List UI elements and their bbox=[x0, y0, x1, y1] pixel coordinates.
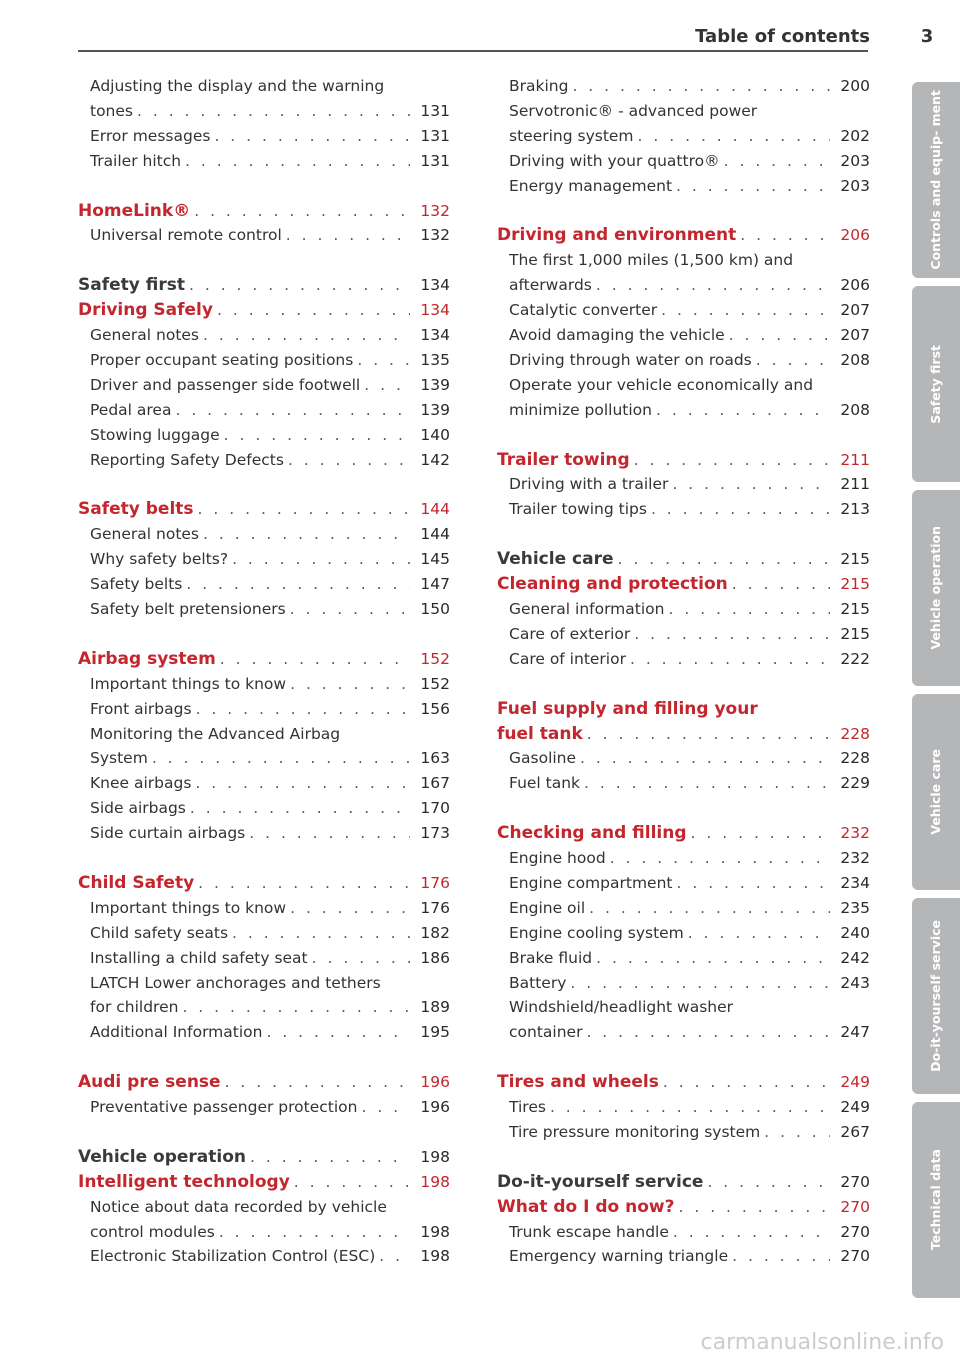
dot-leader bbox=[634, 124, 830, 149]
toc-entry-title: Catalytic converter bbox=[509, 301, 658, 320]
chapter-trailer-towing[interactable]: Trailer towing . . . 211 bbox=[497, 448, 870, 473]
toc-entry[interactable] bbox=[509, 348, 870, 373]
toc-entry-page: 203 bbox=[840, 176, 870, 195]
toc-entry-title: Engine cooling system bbox=[509, 923, 684, 942]
toc-entry[interactable] bbox=[90, 423, 450, 448]
toc-group-what-do bbox=[497, 1220, 870, 1270]
chapter-vehicle-care[interactable]: Vehicle care . . . 215 bbox=[497, 547, 870, 572]
toc-entry-title: Child safety seats bbox=[90, 923, 229, 942]
toc-group-child-safety bbox=[78, 896, 450, 1045]
dot-leader bbox=[186, 796, 410, 821]
toc-entry[interactable] bbox=[90, 1095, 450, 1120]
toc-entry-page: 235 bbox=[840, 898, 870, 917]
toc-entry-title: control modules bbox=[90, 1222, 215, 1241]
toc-entry-title: Care of interior bbox=[509, 649, 626, 668]
toc-entry[interactable] bbox=[90, 572, 450, 597]
dot-leader bbox=[684, 921, 830, 946]
toc-entry[interactable] bbox=[509, 149, 870, 174]
toc-entry[interactable] bbox=[90, 771, 450, 796]
toc-entry[interactable] bbox=[90, 672, 450, 697]
toc-entry[interactable] bbox=[509, 472, 870, 497]
toc-entry-page: 196 bbox=[420, 1098, 450, 1117]
dot-leader bbox=[566, 971, 830, 996]
toc-entry-page: 232 bbox=[840, 849, 870, 868]
toc-entry-page: 150 bbox=[420, 599, 450, 618]
dot-leader bbox=[353, 348, 410, 373]
toc-entry-page: 270 bbox=[840, 1247, 870, 1266]
toc-group-trailer bbox=[497, 472, 870, 522]
toc-entry-page: 132 bbox=[420, 226, 450, 245]
toc-entry-page: 243 bbox=[840, 973, 870, 992]
toc-entry-title: Preventative passenger protection bbox=[90, 1098, 358, 1117]
dot-leader bbox=[228, 547, 410, 572]
toc-entry-title: Driving through water on roads bbox=[509, 350, 752, 369]
toc-entry-title: Care of exterior bbox=[509, 624, 631, 643]
dot-leader bbox=[133, 99, 410, 124]
toc-entry[interactable] bbox=[90, 697, 450, 722]
toc-entry-page: 208 bbox=[840, 350, 870, 369]
toc-entry[interactable] bbox=[509, 597, 870, 622]
dot-leader bbox=[286, 896, 410, 921]
toc-entry[interactable] bbox=[90, 323, 450, 348]
toc-entry[interactable] bbox=[509, 124, 870, 149]
toc-entry-title: Safety belt pretensioners bbox=[90, 599, 286, 618]
toc-entry-title: Tires bbox=[509, 1098, 546, 1117]
toc-entry-page: 207 bbox=[840, 326, 870, 345]
toc-entry-page: 147 bbox=[420, 575, 450, 594]
dot-leader bbox=[181, 149, 410, 174]
chapter-do-it-yourself[interactable]: Do-it-yourself service . . . 270 bbox=[497, 1170, 870, 1195]
toc-entry[interactable] bbox=[90, 746, 450, 771]
toc-entry-title: Reporting Safety Defects bbox=[90, 450, 284, 469]
toc-entry-page: 163 bbox=[420, 749, 450, 768]
toc-group-driving-env bbox=[497, 248, 870, 422]
dot-leader bbox=[199, 323, 410, 348]
dot-leader bbox=[228, 921, 410, 946]
chapter-what-do-i-do[interactable]: What do I do now? . . . 270 bbox=[497, 1195, 870, 1220]
toc-entry-page: 270 bbox=[840, 1222, 870, 1241]
chapter-driving-safely[interactable]: Driving Safely . . . 134 bbox=[78, 298, 450, 323]
dot-leader bbox=[592, 273, 830, 298]
dot-leader bbox=[647, 497, 830, 522]
toc-entry[interactable] bbox=[90, 124, 450, 149]
dot-leader bbox=[752, 348, 830, 373]
toc-entry[interactable] bbox=[509, 1095, 870, 1120]
toc-entry-title: Front airbags bbox=[90, 699, 192, 718]
toc-entry-page: 228 bbox=[840, 749, 870, 768]
toc-entry-title: afterwards bbox=[509, 276, 592, 295]
toc-entry-title: Brake fluid bbox=[509, 948, 593, 967]
chapter-cleaning-protection[interactable]: Cleaning and protection . . . 215 bbox=[497, 572, 870, 597]
dot-leader bbox=[585, 896, 830, 921]
toc-entry[interactable] bbox=[509, 896, 870, 921]
toc-entry[interactable] bbox=[90, 1220, 450, 1245]
dot-leader bbox=[210, 124, 410, 149]
dot-leader bbox=[626, 647, 830, 672]
chapter-fuel-line1: Fuel supply and filling your bbox=[497, 698, 758, 719]
dot-leader bbox=[668, 472, 830, 497]
toc-entry-page: 234 bbox=[840, 873, 870, 892]
toc-entry-page: 213 bbox=[840, 500, 870, 519]
toc-entry[interactable] bbox=[90, 522, 450, 547]
chapter-vehicle-operation[interactable]: Vehicle operation . . . 198 bbox=[78, 1145, 450, 1170]
chapter-checking-filling[interactable]: Checking and filling . . . 232 bbox=[497, 821, 870, 846]
toc-entry[interactable] bbox=[90, 448, 450, 473]
toc-entry-page: 247 bbox=[840, 1023, 870, 1042]
tab-vehicle-care[interactable]: Vehicle care bbox=[912, 694, 960, 890]
toc-entry-page: 189 bbox=[420, 998, 450, 1017]
toc-entry-title: Engine oil bbox=[509, 898, 586, 917]
toc-group-safety-belts bbox=[78, 522, 450, 622]
toc-entry-page: 140 bbox=[420, 425, 450, 444]
dot-leader bbox=[178, 995, 410, 1020]
toc-entry[interactable] bbox=[509, 1020, 870, 1045]
toc-entry-page: 203 bbox=[840, 151, 870, 170]
toc-entry-page: 249 bbox=[840, 1098, 870, 1117]
toc-entry[interactable] bbox=[509, 946, 870, 971]
toc-group-intelligent bbox=[78, 1195, 450, 1270]
dot-leader bbox=[664, 597, 830, 622]
dot-leader bbox=[580, 771, 830, 796]
toc-entry-title: Braking bbox=[509, 77, 569, 95]
toc-entry-title: Gasoline bbox=[509, 749, 577, 768]
toc-entry[interactable] bbox=[90, 995, 450, 1020]
dot-leader bbox=[215, 1220, 410, 1245]
toc-entry[interactable] bbox=[90, 348, 450, 373]
toc-entry[interactable] bbox=[90, 896, 450, 921]
dot-leader bbox=[592, 946, 830, 971]
toc-entry-page: 131 bbox=[420, 126, 450, 145]
toc-entry[interactable] bbox=[509, 1244, 870, 1269]
toc-entry-title: Additional Information bbox=[90, 1023, 263, 1042]
dot-leader bbox=[725, 323, 830, 348]
toc-entry[interactable] bbox=[90, 597, 450, 622]
toc-entry[interactable] bbox=[509, 1220, 870, 1245]
chapter-safety-first[interactable]: Safety first . . . 134 bbox=[78, 273, 450, 298]
toc-entry-page: 139 bbox=[420, 375, 450, 394]
dot-leader bbox=[308, 946, 410, 971]
toc-entry-page: 242 bbox=[840, 948, 870, 967]
toc-entry[interactable] bbox=[509, 622, 870, 647]
toc-entry-title: Emergency warning triangle bbox=[509, 1247, 729, 1266]
toc-entry-page: 198 bbox=[420, 1247, 450, 1266]
toc-entry[interactable] bbox=[509, 746, 870, 771]
toc-group-homelink bbox=[78, 223, 450, 248]
toc-entry-title: Engine compartment bbox=[509, 873, 673, 892]
toc-group-airbag bbox=[78, 672, 450, 846]
chapter-child-safety[interactable]: Child Safety . . . 176 bbox=[78, 871, 450, 896]
toc-group-driving-safely bbox=[78, 323, 450, 472]
toc-entry-line1: Windshield/headlight washer bbox=[509, 998, 734, 1017]
dot-leader bbox=[630, 622, 830, 647]
dot-leader bbox=[357, 1095, 410, 1120]
toc-entry[interactable] bbox=[90, 946, 450, 971]
toc-entry[interactable] bbox=[509, 273, 870, 298]
tab-technical-data[interactable]: Technical data bbox=[912, 1102, 960, 1298]
toc-entry-page: 176 bbox=[420, 898, 450, 917]
toc-entry-title: Driving with your quattro® bbox=[509, 151, 720, 170]
toc-entry-title: Pedal area bbox=[90, 400, 172, 419]
toc-entry[interactable] bbox=[509, 871, 870, 896]
dot-leader bbox=[220, 423, 410, 448]
toc-entry-page: 208 bbox=[840, 400, 870, 419]
toc-entry-title: Electronic Stabilization Control (ESC) bbox=[90, 1247, 376, 1266]
toc-entry-page: 167 bbox=[420, 774, 450, 793]
toc-entry[interactable] bbox=[90, 921, 450, 946]
chapter-homelink[interactable]: HomeLink® . . . 132 bbox=[78, 199, 450, 224]
toc-group-checking bbox=[497, 846, 870, 1045]
dot-leader bbox=[148, 746, 410, 771]
toc-entry-title: Why safety belts? bbox=[90, 550, 229, 569]
toc-entry-page: 142 bbox=[420, 450, 450, 469]
page-title: Table of contents bbox=[695, 26, 870, 47]
toc-entry[interactable] bbox=[509, 1120, 870, 1145]
toc-entry[interactable] bbox=[509, 323, 870, 348]
dot-leader bbox=[652, 398, 830, 423]
toc-entry-page: 206 bbox=[840, 276, 870, 295]
dot-leader bbox=[245, 821, 410, 846]
dot-leader bbox=[576, 746, 830, 771]
tab-controls-equipment[interactable]: Controls and equip- ment bbox=[912, 82, 960, 278]
toc-entry[interactable] bbox=[90, 149, 450, 174]
toc-entry[interactable] bbox=[90, 547, 450, 572]
toc-entry-title: steering system bbox=[509, 126, 634, 145]
toc-entry-page: 152 bbox=[420, 674, 450, 693]
tab-vehicle-operation[interactable]: Vehicle operation bbox=[912, 490, 960, 686]
dot-leader bbox=[192, 697, 410, 722]
toc-entry-title: Energy management bbox=[509, 176, 673, 195]
toc-entry-page: 240 bbox=[840, 923, 870, 942]
toc-group-fuel bbox=[497, 746, 870, 796]
dot-leader bbox=[286, 672, 410, 697]
toc-entry[interactable] bbox=[90, 223, 450, 248]
toc-entry-title: Fuel tank bbox=[509, 774, 581, 793]
toc-entry-line1: Notice about data recorded by vehicle bbox=[90, 1197, 387, 1216]
chapter-tires-wheels[interactable]: Tires and wheels . . . 249 bbox=[497, 1070, 870, 1095]
dot-leader bbox=[657, 298, 830, 323]
dot-leader bbox=[582, 1020, 830, 1045]
toc-entry[interactable] bbox=[90, 398, 450, 423]
toc-entry-title: Knee airbags bbox=[90, 774, 192, 793]
chapter-safety-belts[interactable]: Safety belts . . . 144 bbox=[78, 497, 450, 522]
tab-safety-first[interactable]: Safety first bbox=[912, 286, 960, 482]
toc-entry-title: General notes bbox=[90, 525, 200, 544]
toc-entry-page: 198 bbox=[420, 1222, 450, 1241]
chapter-airbag-system[interactable]: Airbag system . . . 152 bbox=[78, 647, 450, 672]
dot-leader bbox=[760, 1120, 830, 1145]
toc-entry-page: 195 bbox=[420, 1023, 450, 1042]
toc-entry-title: Avoid damaging the vehicle bbox=[509, 326, 725, 345]
toc-entry-page: 202 bbox=[840, 126, 870, 145]
toc-entry-line1: Monitoring the Advanced Airbag bbox=[90, 724, 341, 743]
toc-entry-title: for children bbox=[90, 998, 179, 1017]
toc-entry-page: 211 bbox=[840, 475, 870, 494]
toc-entry-page: 145 bbox=[420, 550, 450, 569]
toc-entry-title: Important things to know bbox=[90, 674, 287, 693]
toc-entry-page: 131 bbox=[420, 101, 450, 120]
toc-entry-title: Battery bbox=[509, 973, 567, 992]
header-rule bbox=[78, 50, 868, 52]
toc-entry[interactable] bbox=[509, 74, 870, 99]
toc-group-first-right bbox=[497, 74, 870, 199]
dot-leader bbox=[284, 448, 410, 473]
watermark: carmanualsonline.info bbox=[700, 1330, 944, 1355]
toc-entry-page: 135 bbox=[420, 350, 450, 369]
toc-entry[interactable] bbox=[509, 771, 870, 796]
toc-entry-line1: Operate your vehicle economically and bbox=[509, 375, 814, 394]
toc-entry-title: minimize pollution bbox=[509, 400, 652, 419]
toc-entry-line1: LATCH Lower anchorages and tethers bbox=[90, 973, 381, 992]
dot-leader bbox=[672, 871, 830, 896]
toc-entry-line1: The first 1,000 miles (1,500 km) and bbox=[509, 251, 794, 270]
toc-entry-page: 134 bbox=[420, 326, 450, 345]
dot-leader bbox=[546, 1095, 830, 1120]
toc-entry[interactable] bbox=[90, 796, 450, 821]
toc-entry-title: container bbox=[509, 1023, 583, 1042]
toc-group-first-left bbox=[78, 74, 450, 174]
toc-entry-title: System bbox=[90, 749, 148, 768]
toc-entry-title: Tire pressure monitoring system bbox=[509, 1122, 761, 1141]
dot-leader bbox=[171, 398, 410, 423]
page-number: 3 bbox=[920, 26, 934, 47]
toc-entry[interactable] bbox=[509, 174, 870, 199]
chapter-driving-environment[interactable]: Driving and environment . . . 206 bbox=[497, 223, 870, 248]
toc-entry-title: Driver and passenger side footwell bbox=[90, 375, 361, 394]
toc-entry-page: 215 bbox=[840, 599, 870, 618]
toc-entry[interactable] bbox=[509, 398, 870, 423]
toc-entry-title: Safety belts bbox=[90, 575, 183, 594]
toc-entry-title: Trailer hitch bbox=[90, 151, 182, 170]
toc-entry-title: Universal remote control bbox=[90, 226, 282, 245]
dot-leader bbox=[262, 1020, 410, 1045]
toc-entry-title: Side airbags bbox=[90, 799, 186, 818]
toc-entry-page: 170 bbox=[420, 799, 450, 818]
toc-entry-title: Trunk escape handle bbox=[509, 1222, 669, 1241]
dot-leader bbox=[199, 522, 410, 547]
toc-entry[interactable] bbox=[90, 1020, 450, 1045]
toc-entry-title: Engine hood bbox=[509, 849, 606, 868]
toc-entry-title: Trailer towing tips bbox=[509, 500, 647, 519]
toc-entry-page: 200 bbox=[840, 77, 870, 95]
toc-entry[interactable] bbox=[509, 647, 870, 672]
toc-entry-title: tones bbox=[90, 101, 133, 120]
dot-leader bbox=[360, 373, 410, 398]
toc-entry-page: 215 bbox=[840, 624, 870, 643]
toc-entry[interactable] bbox=[509, 497, 870, 522]
toc-entry[interactable] bbox=[90, 99, 450, 124]
toc-entry-page: 267 bbox=[840, 1122, 870, 1141]
dot-leader bbox=[720, 149, 830, 174]
toc-entry-page: 222 bbox=[840, 649, 870, 668]
dot-leader bbox=[282, 223, 410, 248]
toc-entry-page: 182 bbox=[420, 923, 450, 942]
toc-entry-page: 131 bbox=[420, 151, 450, 170]
dot-leader bbox=[375, 1244, 410, 1269]
toc-group-cleaning bbox=[497, 597, 870, 672]
toc-right-column bbox=[497, 74, 870, 1269]
toc-entry-page: 173 bbox=[420, 824, 450, 843]
toc-entry[interactable] bbox=[90, 373, 450, 398]
dot-leader bbox=[606, 846, 830, 871]
tab-do-it-yourself[interactable]: Do-it-yourself service bbox=[912, 898, 960, 1094]
toc-entry[interactable] bbox=[90, 821, 450, 846]
dot-leader bbox=[286, 597, 410, 622]
chapter-intelligent-technology[interactable]: Intelligent technology . . . 198 bbox=[78, 1170, 450, 1195]
toc-entry-line1: Servotronic® - advanced power bbox=[509, 101, 758, 120]
toc-group-tires bbox=[497, 1095, 870, 1145]
toc-left-column bbox=[78, 74, 450, 1269]
toc-entry[interactable] bbox=[90, 1244, 450, 1269]
toc-entry[interactable] bbox=[509, 298, 870, 323]
dot-leader bbox=[182, 572, 410, 597]
dot-leader bbox=[568, 74, 830, 99]
dot-leader bbox=[669, 1220, 830, 1245]
toc-entry-title: Important things to know bbox=[90, 898, 287, 917]
toc-group-pre-sense bbox=[78, 1095, 450, 1120]
toc-entry-title: Error messages bbox=[90, 126, 211, 145]
toc-entry[interactable] bbox=[509, 971, 870, 996]
toc-entry-page: 229 bbox=[840, 774, 870, 793]
toc-entry-title: General notes bbox=[90, 326, 200, 345]
toc-entry[interactable] bbox=[509, 846, 870, 871]
chapter-fuel-supply[interactable]: fuel tank . . . 228 bbox=[497, 722, 870, 747]
toc-entry-title: General information bbox=[509, 599, 665, 618]
toc-entry-title: Stowing luggage bbox=[90, 425, 220, 444]
toc-entry-page: 186 bbox=[420, 948, 450, 967]
toc-entry-title: Driving with a trailer bbox=[509, 475, 669, 494]
toc-entry-title: Installing a child safety seat bbox=[90, 948, 308, 967]
toc-entry-page: 144 bbox=[420, 525, 450, 544]
chapter-audi-pre-sense[interactable]: Audi pre sense . . . 196 bbox=[78, 1070, 450, 1095]
toc-entry-title: Proper occupant seating positions bbox=[90, 350, 354, 369]
toc-entry-page: 207 bbox=[840, 301, 870, 320]
toc-entry-page: 139 bbox=[420, 400, 450, 419]
toc-entry-line1: Adjusting the display and the warning bbox=[90, 77, 385, 95]
dot-leader bbox=[191, 771, 410, 796]
toc-entry[interactable] bbox=[509, 921, 870, 946]
dot-leader bbox=[728, 1244, 830, 1269]
toc-entry-title: Side curtain airbags bbox=[90, 824, 246, 843]
toc-entry-page: 156 bbox=[420, 699, 450, 718]
dot-leader bbox=[672, 174, 830, 199]
